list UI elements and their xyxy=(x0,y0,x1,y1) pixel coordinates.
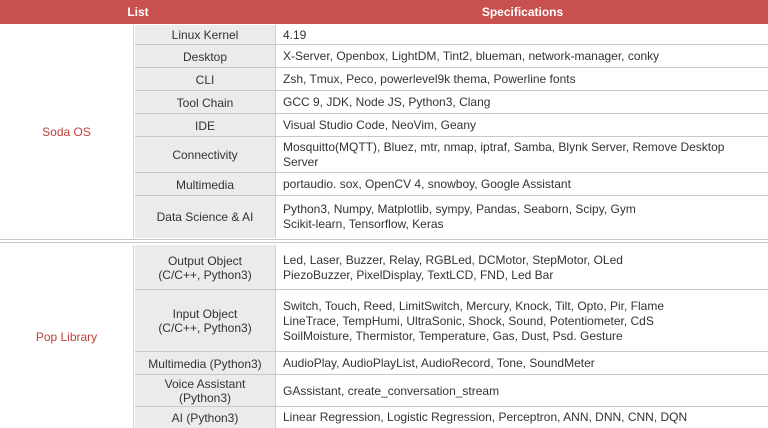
row-label: CLI xyxy=(135,68,276,91)
row-value xyxy=(276,68,768,91)
row-label: Tool Chain xyxy=(135,91,276,114)
value-line: Mosquitto(MQTT), Bluez, mtr, nmap, iptraf, Samba, Blynk Server, Remove Desktop Server xyxy=(283,140,725,169)
value-line: Linear Regression, Logistic Regression, Perceptron, ANN, DNN, CNN, DQN xyxy=(283,410,688,424)
value-line: Zsh, Tmux, Peco, powerlevel9k thema, Powerline fonts xyxy=(283,72,576,86)
row-value xyxy=(276,114,768,137)
row-value xyxy=(276,290,768,352)
value-line: PiezoBuzzer, PixelDisplay, TextLCD, FND, Led Bar xyxy=(283,267,554,282)
row-value xyxy=(276,196,768,238)
table-header xyxy=(0,0,768,24)
section-divider xyxy=(0,239,768,240)
value-line: Scikit-learn, Tensorflow, Keras xyxy=(283,217,444,231)
value-line: portaudio. sox, OpenCV 4, snowboy, Google Assistant xyxy=(283,177,571,191)
table-row xyxy=(135,290,768,352)
header-specifications: Specifications xyxy=(481,5,564,19)
table-row xyxy=(135,375,768,407)
table-row xyxy=(135,25,768,45)
row-value xyxy=(276,407,768,428)
row-value xyxy=(276,375,768,407)
value-line: Switch, Touch, Reed, LimitSwitch, Mercury, Knock, Tilt, Opto, Pir, Flame xyxy=(283,298,665,313)
value-line: Python3, Numpy, Matplotlib, sympy, Pandas, Seaborn, Scipy, Gym xyxy=(283,202,636,216)
table-row xyxy=(135,173,768,196)
section-divider xyxy=(0,242,768,243)
value-line: Visual Studio Code, NeoVim, Geany xyxy=(283,118,477,132)
row-label: IDE xyxy=(135,114,276,137)
row-label: Linux Kernel xyxy=(135,25,276,45)
table-row xyxy=(135,137,768,173)
row-value xyxy=(276,245,768,290)
row-label: Data Science & AI xyxy=(135,196,276,238)
table-row xyxy=(135,114,768,137)
table-row xyxy=(135,245,768,290)
row-label: Input Object (C/C++, Python3) xyxy=(135,290,276,352)
row-label: Multimedia (Python3) xyxy=(135,352,276,375)
row-value xyxy=(276,91,768,114)
table-row xyxy=(135,91,768,114)
table-row xyxy=(135,68,768,91)
table-row xyxy=(135,407,768,428)
table-row xyxy=(135,45,768,68)
row-value xyxy=(276,45,768,68)
table-row xyxy=(135,352,768,375)
row-label: Connectivity xyxy=(135,137,276,173)
row-value xyxy=(276,137,768,173)
row-label: Multimedia xyxy=(135,173,276,196)
value-line: X-Server, Openbox, LightDM, Tint2, blueman, network-manager, conky xyxy=(283,49,660,63)
value-line: Led, Laser, Buzzer, Relay, RGBLed, DCMotor, StepMotor, OLed xyxy=(283,252,623,267)
row-value xyxy=(276,173,768,196)
value-line: AudioPlay, AudioPlayList, AudioRecord, Tone, SoundMeter xyxy=(283,356,595,370)
header-list: List xyxy=(127,5,149,19)
value-line: LineTrace, TempHumi, UltraSonic, Shock, Sound, Potentiometer, CdS xyxy=(283,313,654,328)
value-line: GCC 9, JDK, Node JS, Python3, Clang xyxy=(283,95,491,109)
section-name: Soda OS xyxy=(0,25,134,238)
row-label: Voice Assistant (Python3) xyxy=(135,375,276,407)
row-label: Desktop xyxy=(135,45,276,68)
value-line: 4.19 xyxy=(283,27,307,42)
row-label: Output Object (C/C++, Python3) xyxy=(135,245,276,290)
row-value xyxy=(276,25,768,45)
row-value xyxy=(276,352,768,375)
row-label: AI (Python3) xyxy=(135,407,276,428)
section-name: Pop Library xyxy=(0,245,134,428)
value-line: GAssistant, create_conversation_stream xyxy=(283,383,500,398)
table-row xyxy=(135,196,768,238)
value-line: SoilMoisture, Thermistor, Temperature, Gas, Dust, Psd. Gesture xyxy=(283,328,623,343)
